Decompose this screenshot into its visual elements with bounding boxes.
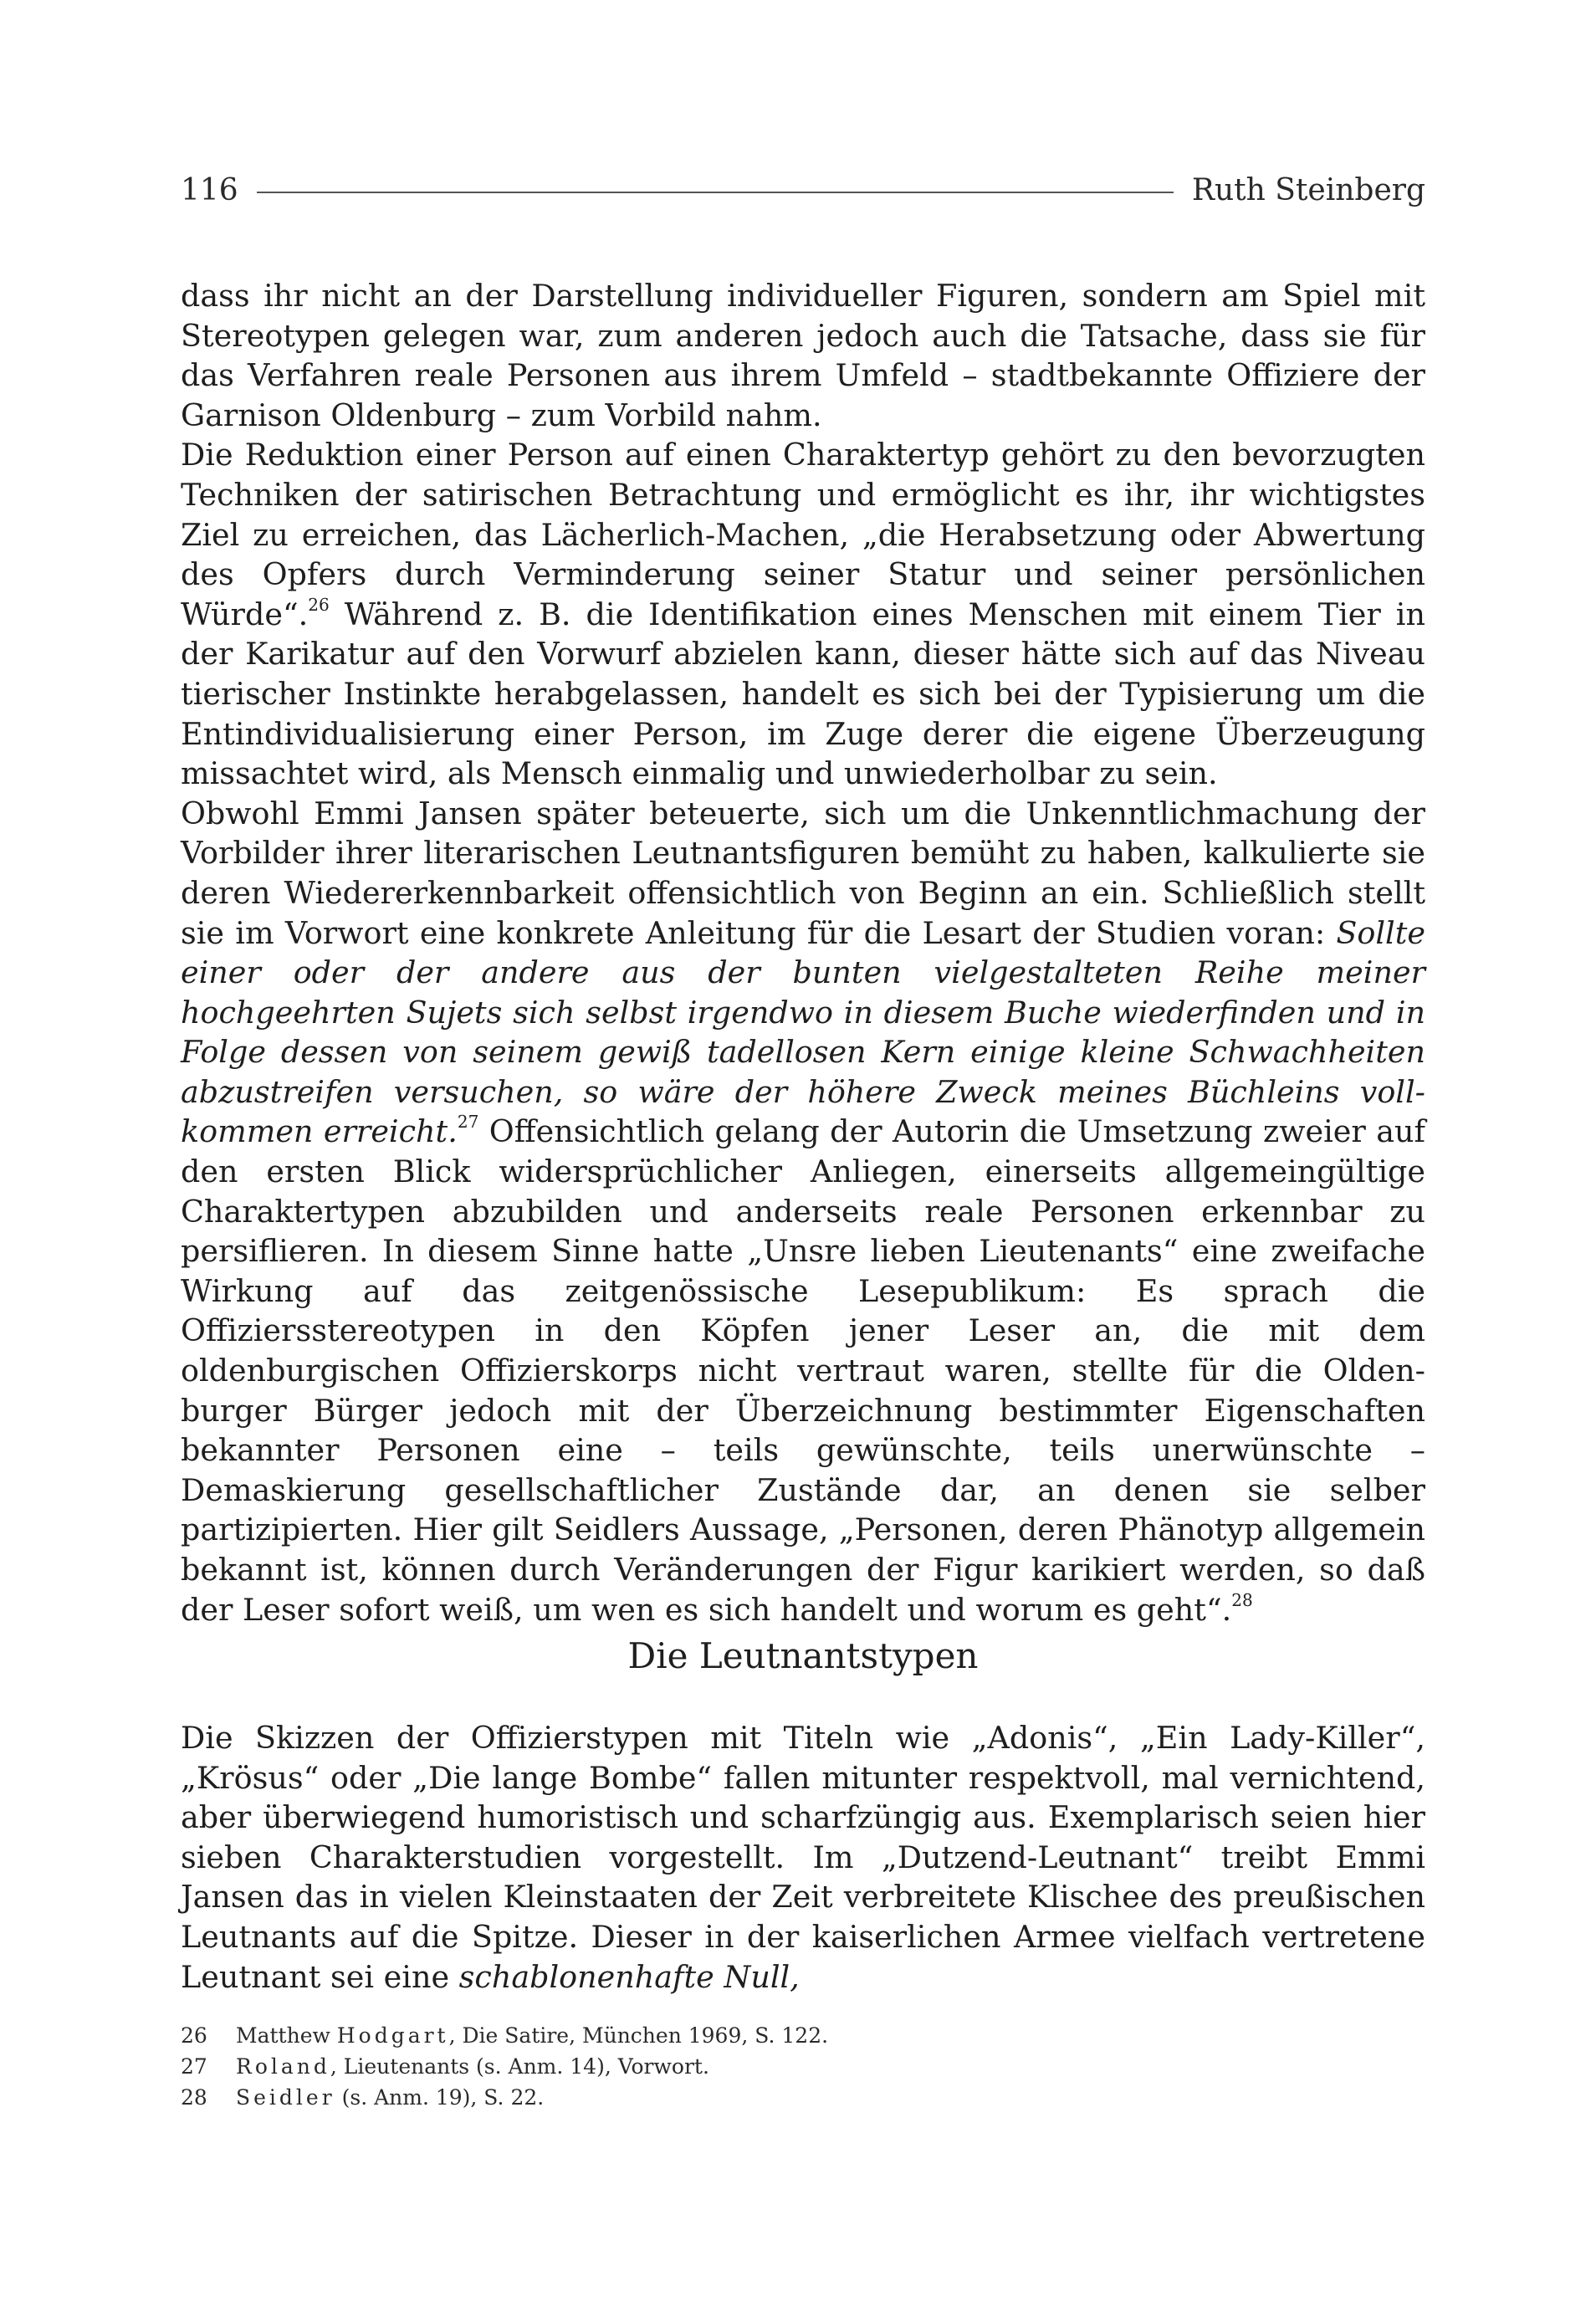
paragraph-3-text-b: Offensichtlich gelang der Autorin die Umsetzung zweier auf den ersten Blick widersprüchlicher Anliegen, einerseits allgemeingültige Charaktertypen abzubilden und anderseits reale Personen erkennbar zu persiflieren. In diesem Sinne hatte „Unsre lieben Lieutenants“ eine zweifache Wirkung auf das zeitgenössische Lesepublikum: Es sprach die Offiziersstereotypen in den Köpfen jener Leser an, die mit dem oldenburgischen Offizierskorps nicht vertraut waren, stellte für die Oldenburger Bürger jedoch mit der Überzeichnung bestimmter Eigenschaften bekannter Personen eine – teils gewünschte, teils unerwünschte – Demaskierung gesellschaftlicher Zustände dar, an denen sie selber partizipierten. Hier gilt Seidlers Aussage, „Personen, deren Phänotyp allgemein bekannt ist, können durch Veränderungen der Figur karikiert werden, so daß der Leser sofort weiß, um wen es sich handelt und worum es geht“. [181,1113,1426,1628]
paragraph-3-text-a: Obwohl Emmi Jansen später beteuerte, sich um die Unkenntlichmachung der Vorbilder ihrer literarischen Leutnantsfiguren bemüht zu haben, kalkulierte sie deren Wiedererkennbarkeit offensichtlich von Beginn an ein. Schließlich stellt sie im Vorwort eine konkrete Anleitung für die Lesart der Studien voran: [181,795,1425,951]
footnote-28 [181,2082,1425,2113]
paragraph-2-text-a: Die Reduktion einer Person auf einen Charaktertyp gehört zu den bevorzugten Techniken der satirischen Betrachtung und ermöglicht es ihr, ihr wichtigstes Ziel zu erreichen, das Lächerlich-Machen, „die Herabsetzung oder Abwertung des Opfers durch Verminderung seiner Statur und seiner persönlichen Würde“. [181,437,1425,632]
section-paragraph-1 [181,1718,1425,1997]
paragraph-2-text-b: Während z. B. die Identifikation eines Menschen mit einem Tier in der Karikatur auf den Vorwurf abzielen kann, dieser hätte sich auf das Niveau tierischer Instinkte herabgelassen, handelt es sich bei der Typisierung um die Entindividualisierung einer Person, im Zuge derer die eigene Überzeugung missachtet wird, als Mensch einmalig und unwiederholbar zu sein. [181,596,1425,792]
footnote-text: Matthew Hodgart, Die Satire, München 1969, S. 122. [236,2023,829,2048]
paragraph-3-quote: Sollte einer oder der andere aus der bunten vielgestalteten Reihe meiner hochgeehrten Sujets sich selbst irgendwo in diesem Buche wiederfinden und in Folge dessen von seinem gewiß tadellosen Kern einige kleine Schwachheiten abzustreifen versuchen, so wäre der höhere Zweck meines Büchleins vollkommen erreicht. [181,914,1425,1150]
section-text [181,1718,1425,1997]
section-paragraph-1-italic: schablonenhafte Null, [458,1958,800,1995]
footnote-27 [181,2051,1425,2082]
main-text [181,276,1425,1629]
footnote-ref-28[interactable]: 28 [1231,1589,1253,1610]
running-head [181,169,1425,212]
footnote-number: 26 [181,2023,207,2048]
paragraph-1-text: dass ihr nicht an der Darstellung individueller Figuren, sondern am Spiel mit Stereotypen gelegen war, zum anderen jedoch auch die Tatsache, dass sie für das Verfahren reale Personen aus ihrem Umfeld – stadtbekannte Offiziere der Garnison Oldenburg – zum Vorbild nahm. [181,278,1425,433]
section-title: Die Leutnantstypen [627,1635,979,1676]
footnotes [181,2020,1425,2113]
header-rule [257,192,1174,193]
page-number: 116 [181,173,238,207]
footnote-26 [181,2020,1425,2051]
footnote-number: 28 [181,2085,207,2110]
paragraph-2 [181,435,1425,793]
paragraph-1 [181,276,1425,435]
footnote-ref-26[interactable]: 26 [308,594,330,615]
paragraph-3 [181,794,1425,1629]
footnote-ref-27[interactable]: 27 [457,1112,479,1133]
section-paragraph-1-text: Die Skizzen der Offizierstypen mit Titeln wie „Adonis“, „Ein Lady-Killer“, „Krösus“ oder „Die lange Bombe“ fallen mitunter respektvoll, mal vernichtend, aber überwiegend humoristisch und scharfzüngig aus. Exemplarisch seien hier sieben Charakterstudien vorgestellt. Im „Dutzend-Leutnant“ treibt Emmi Jansen das in vielen Kleinstaaten der Zeit verbreitete Klischee des preußischen Leutnants auf die Spitze. Dieser in der kaiserlichen Armee vielfach vertretene Leutnant sei eine [181,1720,1425,1995]
running-head-author: Ruth Steinberg [1191,173,1425,207]
footnote-text: Seidler (s. Anm. 19), S. 22. [236,2085,545,2110]
footnote-number: 27 [181,2054,207,2079]
footnote-text: Roland, Lieutenants (s. Anm. 14), Vorwort. [236,2054,709,2079]
